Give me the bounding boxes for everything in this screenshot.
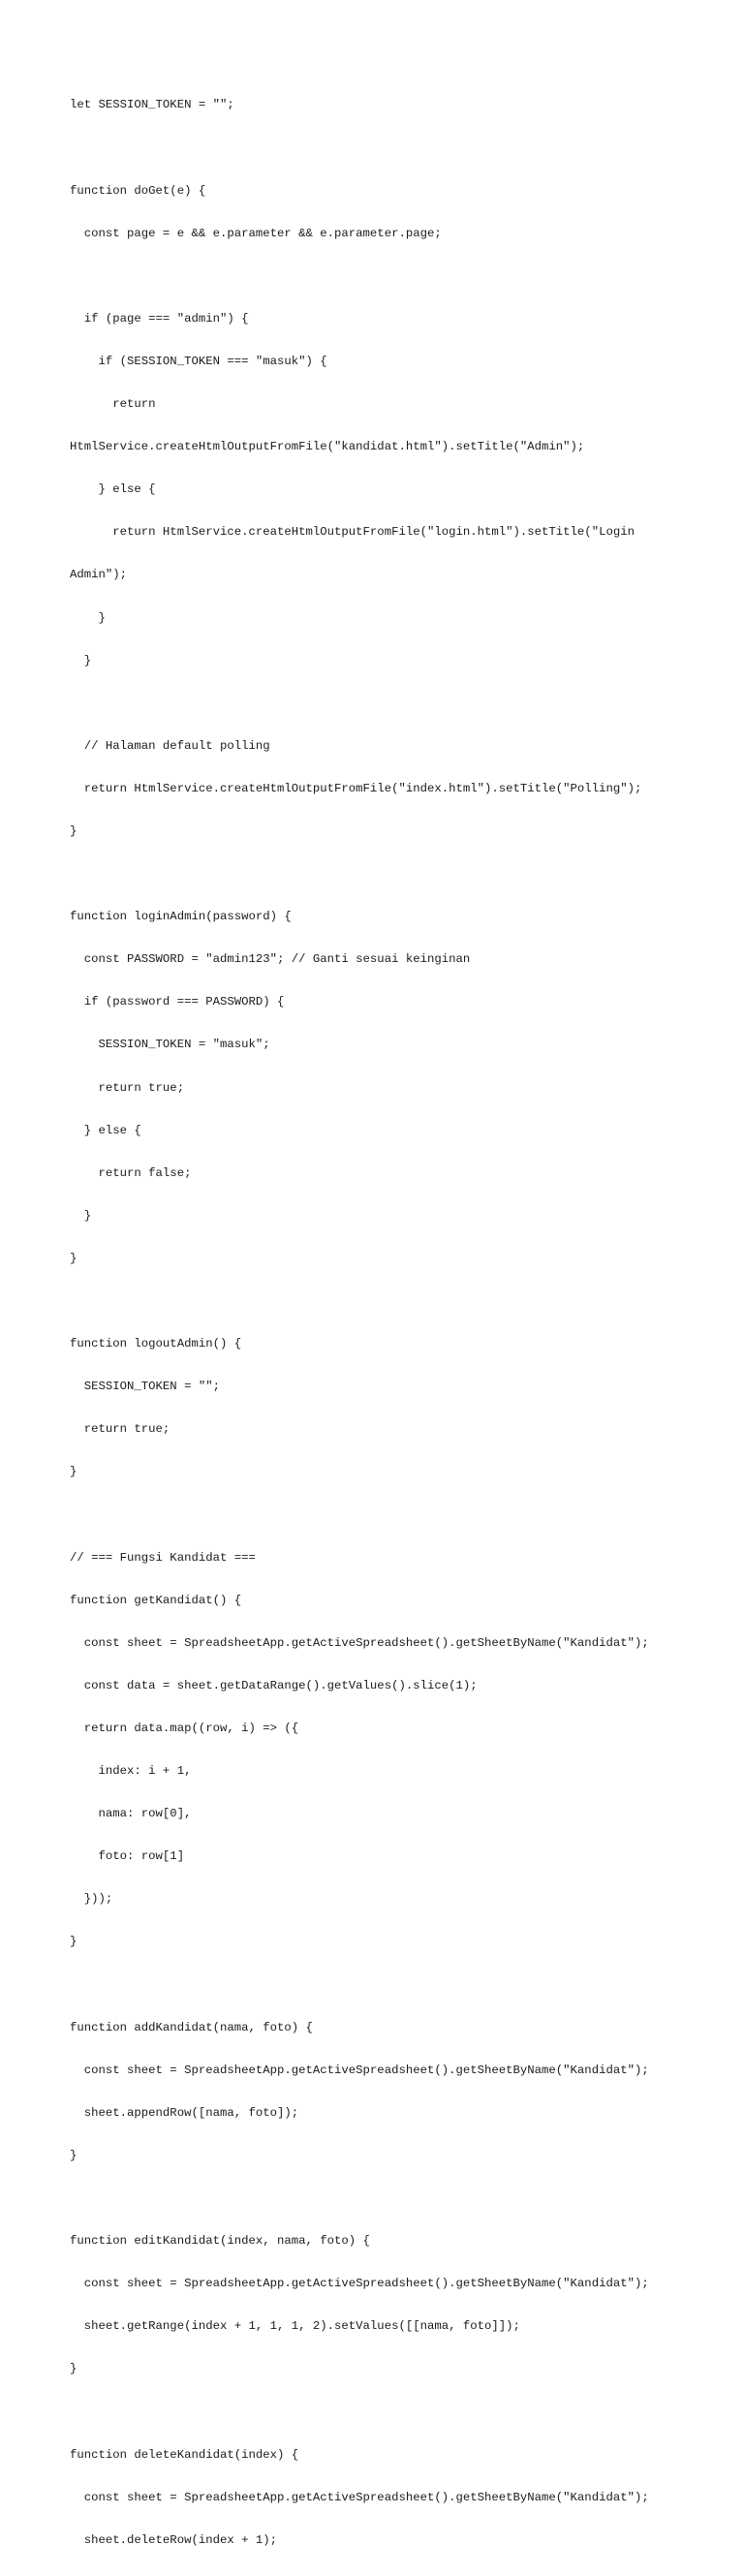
code-line: })); xyxy=(70,1892,113,1907)
code-line: function addKandidat(nama, foto) { xyxy=(70,2020,313,2034)
code-line: } else { xyxy=(70,482,156,497)
code-line: } else { xyxy=(70,1123,141,1137)
code-line: } xyxy=(70,1465,78,1479)
code-line: return true; xyxy=(70,1080,185,1095)
code-line: if (SESSION_TOKEN === "masuk") { xyxy=(70,354,327,368)
code-line xyxy=(70,1508,674,1523)
code-line: function editKandidat(index, nama, foto) { xyxy=(70,2234,370,2249)
code-line: } xyxy=(70,1935,78,1949)
code-line: return true; xyxy=(70,1422,170,1437)
code-line: return HtmlService.createHtmlOutputFromFile("login.html").setTitle("Login xyxy=(70,525,635,540)
code-line: HtmlService.createHtmlOutputFromFile("kandidat.html").setTitle("Admin"); xyxy=(70,440,585,454)
code-line: sheet.getRange(index + 1, 1, 1, 2).setValues([[nama, foto]]); xyxy=(70,2319,520,2334)
code-line: function doGet(e) { xyxy=(70,183,206,198)
code-line: } xyxy=(70,1208,92,1223)
code-line: sheet.appendRow([nama, foto]); xyxy=(70,2105,299,2120)
code-line: function loginAdmin(password) { xyxy=(70,910,292,924)
code-line xyxy=(70,2191,674,2206)
code-line xyxy=(70,1294,674,1309)
code-line: let SESSION_TOKEN = ""; xyxy=(70,98,234,112)
code-line: const sheet = SpreadsheetApp.getActiveSpreadsheet().getSheetByName("Kandidat"); xyxy=(70,2490,649,2504)
code-line: const sheet = SpreadsheetApp.getActiveSpreadsheet().getSheetByName("Kandidat"); xyxy=(70,1635,649,1650)
code-line xyxy=(70,867,674,882)
code-line: const sheet = SpreadsheetApp.getActiveSpreadsheet().getSheetByName("Kandidat"); xyxy=(70,2277,649,2291)
code-line: function logoutAdmin() { xyxy=(70,1337,242,1351)
code-line: } xyxy=(70,610,106,625)
code-line xyxy=(70,2405,674,2419)
code-line: } xyxy=(70,2362,78,2376)
code-line: nama: row[0], xyxy=(70,1807,192,1821)
code-line: } xyxy=(70,653,92,667)
code-line: if (password === PASSWORD) { xyxy=(70,995,285,1009)
code-line: // Halaman default polling xyxy=(70,738,270,753)
code-line: function getKandidat() { xyxy=(70,1593,242,1607)
code-line: SESSION_TOKEN = "masuk"; xyxy=(70,1038,270,1052)
code-line xyxy=(70,697,674,711)
code-line: return false; xyxy=(70,1165,192,1180)
code-line xyxy=(70,269,674,284)
code-line xyxy=(70,1978,674,1993)
code-line: sheet.deleteRow(index + 1); xyxy=(70,2532,278,2547)
code-line: Admin"); xyxy=(70,568,128,582)
code-line: } xyxy=(70,824,78,838)
code-line: const PASSWORD = "admin123"; // Ganti sesuai keinginan xyxy=(70,952,471,967)
code-listing xyxy=(70,70,674,2576)
code-line: const sheet = SpreadsheetApp.getActiveSpreadsheet().getSheetByName("Kandidat"); xyxy=(70,2063,649,2077)
code-line: function deleteKandidat(index) { xyxy=(70,2447,299,2462)
code-line: const page = e && e.parameter && e.parameter.page; xyxy=(70,226,442,240)
code-line: } xyxy=(70,2148,78,2162)
code-line: SESSION_TOKEN = ""; xyxy=(70,1380,220,1394)
code-line: return xyxy=(70,397,156,412)
code-line: return data.map((row, i) => ({ xyxy=(70,1721,299,1735)
code-line: foto: row[1] xyxy=(70,1849,185,1864)
code-line: const data = sheet.getDataRange().getValues().slice(1); xyxy=(70,1678,478,1692)
code-line: // === Fungsi Kandidat === xyxy=(70,1550,256,1565)
code-line: if (page === "admin") { xyxy=(70,311,249,326)
code-line: } xyxy=(70,1251,78,1265)
code-line: return HtmlService.createHtmlOutputFromFile("index.html").setTitle("Polling"); xyxy=(70,781,642,795)
code-line: index: i + 1, xyxy=(70,1764,192,1779)
code-line xyxy=(70,141,674,156)
